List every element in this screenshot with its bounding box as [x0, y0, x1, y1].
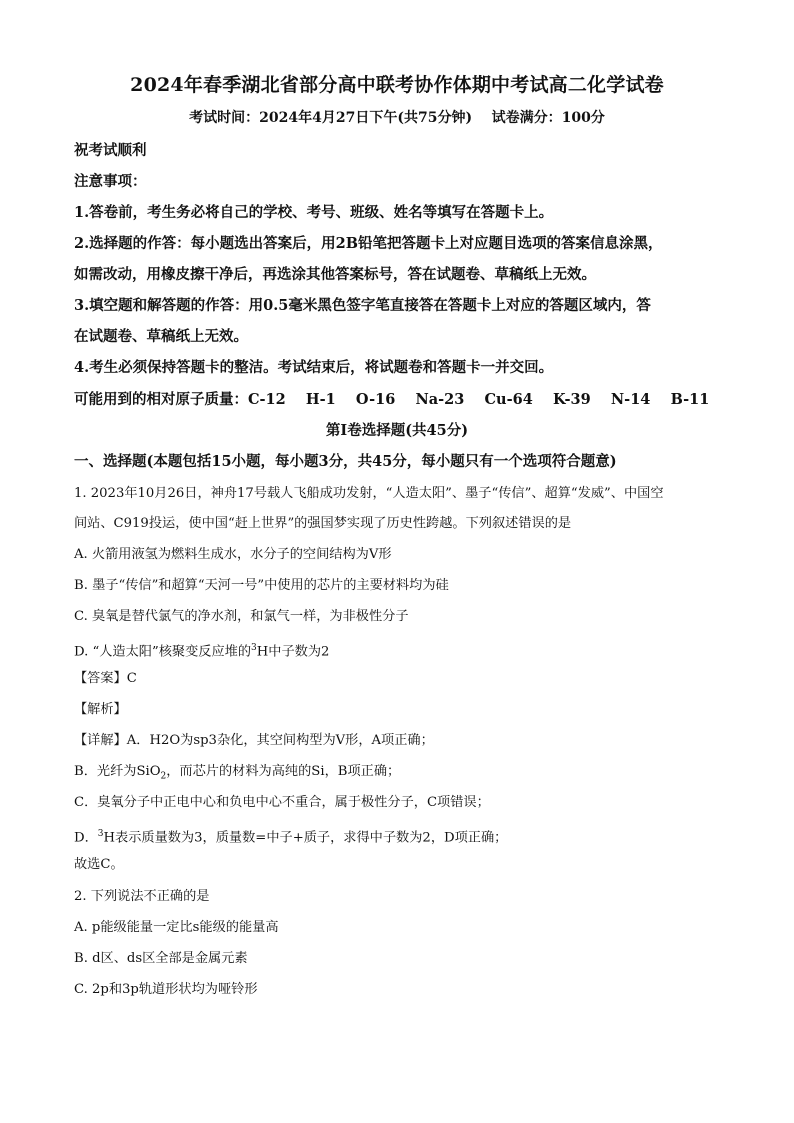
notice-title: 注意事项：: [74, 173, 147, 190]
q1-detail-d: [74, 824, 734, 848]
q1-detail-a: 【详解】A．H2O为sp3杂化，其空间构型为V形，A项正确；: [74, 733, 434, 748]
q1-analysis-label: 【解析】: [74, 702, 127, 717]
q1-option-d: [74, 638, 734, 662]
notice-item-3-cont: 在试题卷、草稿纸上无效。: [74, 328, 248, 345]
q1-detail-b: [74, 762, 734, 787]
q2-option-a: A. p能级能量一定比s能级的能量高: [74, 920, 279, 935]
notice-item-2-cont: 如需改动，用橡皮擦干净后，再选涂其他答案标号，答在试题卷、草稿纸上无效。: [74, 266, 596, 283]
q2-option-c: C. 2p和3p轨道形状均为哑铃形: [74, 982, 258, 997]
q1-stem-line-1: 1. 2023年10月26日，神舟17号载人飞船成功发射，“人造太阳”、墨子“传信”、超算“发威”、中国空: [74, 486, 664, 501]
q1-option-b: B. 墨子“传信”和超算“天河一号”中使用的芯片的主要材料均为硅: [74, 578, 449, 593]
notice-item-2: 2.选择题的作答：每小题选出答案后，用2B铅笔把答题卡上对应题目选项的答案信息涂黑，: [74, 235, 663, 252]
section-title: 第Ⅰ卷选择题(共45分): [325, 422, 469, 439]
q1-detail-b-text: B．光纤为SiO: [74, 764, 161, 779]
q1-detail-b-subscript: 2: [160, 771, 167, 782]
notice-item-1: 1.答卷前，考生务必将自己的学校、考号、班级、姓名等填写在答题卡上。: [74, 204, 554, 221]
q1-option-c: C. 臭氧是替代氯气的净水剂，和氯气一样，为非极性分子: [74, 609, 409, 624]
atomic-masses: 可能用到的相对原子质量：C-12 H-1 O-16 Na-23 Cu-64 K-39 N-14 B-11: [74, 391, 710, 408]
q1-detail-d-text: D．: [74, 830, 98, 846]
q2-stem: 2. 下列说法不正确的是: [74, 889, 210, 904]
q1-detail-b-text-end: ，而芯片的材料为高纯的Si，B项正确；: [166, 764, 401, 779]
q1-detail-c: C．臭氧分子中正电中心和负电中心不重合，属于极性分子，C项错误；: [74, 795, 490, 810]
q1-detail-d-text-end: H表示质量数为3，质量数=中子+质子，求得中子数为2，D项正确；: [103, 830, 508, 846]
section-heading: 一、选择题(本题包括15小题，每小题3分，共45分，每小题只有一个选项符合题意): [74, 453, 617, 470]
blessing-text: 祝考试顺利: [74, 142, 147, 159]
notice-item-3: 3.填空题和解答题的作答：用0.5毫米黑色签字笔直接答在答题卡上对应的答题区域内，答: [74, 297, 651, 314]
q1-conclusion: 故选C。: [74, 857, 124, 872]
q1-option-d-superscript: 3: [251, 643, 257, 653]
q1-option-a: A. 火箭用液氢为燃料生成水，水分子的空间结构为V形: [74, 547, 392, 562]
exam-title: 2024年春季湖北省部分高中联考协作体期中考试高二化学试卷: [130, 74, 664, 96]
q1-detail-d-superscript: 3: [97, 829, 104, 839]
notice-item-4: 4.考生必须保持答题卡的整洁。考试结束后，将试题卷和答题卡一并交回。: [74, 359, 554, 376]
q1-stem-line-2: 间站、C919投运，使中国“赶上世界”的强国梦实现了历史性跨越。下列叙述错误的是: [74, 516, 572, 531]
q1-option-d-text: D. “人造太阳”核聚变反应堆的: [74, 644, 252, 660]
exam-time-and-score: 考试时间：2024年4月27日下午(共75分钟) 试卷满分：100分: [189, 110, 605, 126]
q1-option-d-text-end: H中子数为2: [256, 644, 330, 660]
q2-option-b: B. d区、ds区全部是金属元素: [74, 951, 248, 966]
q1-answer: 【答案】C: [74, 671, 137, 686]
